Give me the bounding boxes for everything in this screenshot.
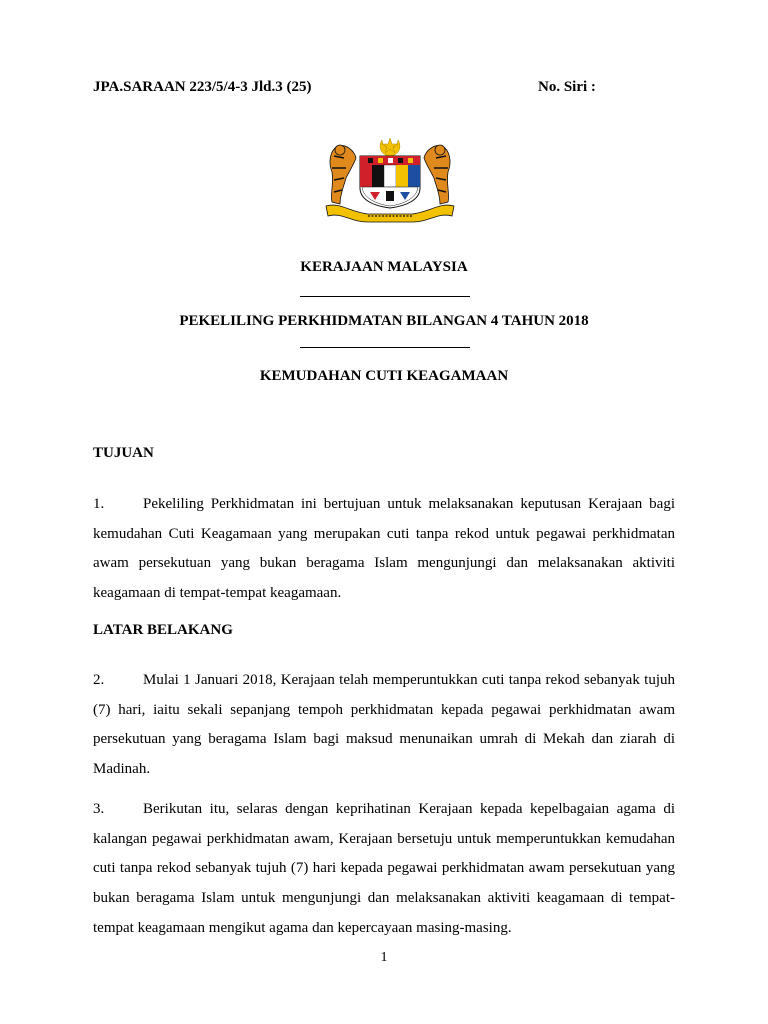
paragraph-text: Mulai 1 Januari 2018, Kerajaan telah memperuntukkan cuti tanpa rekod sebanyak tujuh (7) hari, iaitu sekali sepanjang tempoh perkhidmatan kepada pegawai perkhidmatan awam persekutuan yang beragama Islam bagi maksud menunaikan umrah di Mekah dan ziarah di Madinah. [93, 672, 675, 778]
reference-number: JPA.SARAAN 223/5/4-3 Jld.3 (25) [93, 79, 312, 95]
title-divider [300, 296, 470, 297]
coat-of-arms-icon [320, 136, 460, 226]
paragraph-1 [93, 490, 675, 609]
paragraph-text: Berikutan itu, selaras dengan keprihatinan Kerajaan kepada kepelbagaian agama di kalangan pegawai perkhidmatan awam, Kerajaan bersetuju untuk memperuntukkan kemudahan cuti tanpa rekod sebanyak tujuh (7) hari kepada pegawai perkhidmatan awam persekutuan yang bukan beragama Islam untuk mengunjungi dan melaksanakan aktiviti keagamaan di tempat-tempat keagamaan mengikut agama dan kepercayaan masing-masing. [93, 801, 675, 936]
paragraph-number: 1. [93, 496, 105, 512]
subject-title: KEMUDAHAN CUTI KEAGAMAAN [259, 368, 509, 384]
serial-number-label: No. Siri : [538, 79, 596, 95]
section-heading-tujuan: TUJUAN [93, 445, 154, 461]
title-divider [300, 347, 470, 348]
section-heading-latar-belakang: LATAR BELAKANG [93, 622, 233, 638]
page-number: 1 [380, 950, 388, 965]
circular-title: PEKELILING PERKHIDMATAN BILANGAN 4 TAHUN 2018 [179, 313, 589, 329]
government-title: KERAJAAN MALAYSIA [300, 259, 468, 275]
shield-icon [360, 156, 420, 208]
paragraph-number: 2. [93, 672, 105, 688]
paragraph-text: Pekeliling Perkhidmatan ini bertujuan untuk melaksanakan keputusan Kerajaan bagi kemudahan Cuti Keagamaan yang merupakan cuti tanpa rekod untuk pegawai perkhidmatan awam persekutuan yang bukan beragama Islam mengunjungi dan melaksanakan aktiviti keagamaan di tempat-tempat keagamaan. [93, 496, 675, 602]
paragraph-number: 3. [93, 801, 105, 817]
paragraph-2 [93, 666, 675, 785]
paragraph-3 [93, 795, 675, 944]
left-tiger-icon [330, 145, 356, 204]
right-tiger-icon [424, 145, 450, 204]
